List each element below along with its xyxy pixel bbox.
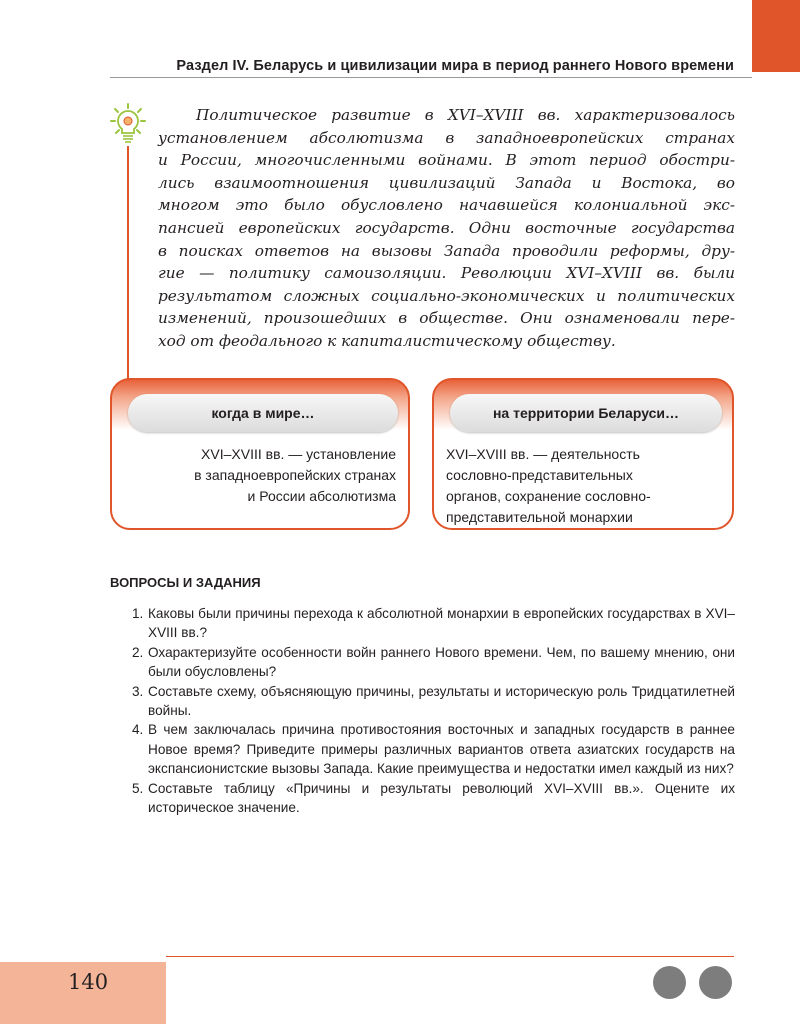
decorative-circle — [699, 966, 732, 999]
intro-line: результатом сложных социально-экономических и политических — [158, 286, 735, 305]
intro-line: Политическое развитие в XVI–XVIII вв. характеризовалось — [196, 106, 735, 124]
intro-line: ход от феодального к капиталистическому обществу. — [158, 331, 616, 350]
question-number: 1. — [132, 606, 144, 621]
world-box-title: когда в мире… — [128, 394, 398, 432]
header-divider — [110, 77, 752, 78]
belarus-box-title: на территории Беларуси… — [450, 394, 722, 432]
world-line: XVI–XVIII вв. — установление — [201, 446, 396, 462]
question-text: Каковы были причины перехода к абсолютной монархии в европейских государствах в XVI–XVIII вв.? — [148, 606, 735, 641]
intro-line: установлением абсолютизма в западноевропейских странах — [158, 128, 735, 147]
intro-line: лись взаимоотношения цивилизаций Запада и Востока, во — [158, 173, 735, 192]
question-item — [132, 779, 735, 818]
section-header: Раздел IV. Беларусь и цивилизации мира в период раннего Нового времени — [176, 58, 734, 74]
intro-line: и России, многочисленными войнами. В этот период обостри- — [158, 151, 735, 170]
world-box — [110, 378, 410, 530]
decorative-circle — [653, 966, 686, 999]
question-item — [132, 720, 735, 778]
question-number: 5. — [132, 780, 144, 796]
accent-vertical-line — [127, 146, 129, 382]
intro-line: пансией европейских государств. Одни восточные государства — [158, 218, 735, 237]
lightbulb-icon — [110, 103, 146, 147]
question-text: Составьте схему, объясняющую причины, результаты и историческую роль Тридцатилетней войны. — [148, 683, 735, 719]
world-box-text — [194, 444, 396, 507]
belarus-box-text — [446, 444, 651, 528]
intro-paragraph — [158, 104, 735, 353]
question-text: В чем заключалась причина противостояния восточных и западных государств в раннее Новое время? Приведите примеры различных вариантов ответа азиатских государств на экспансионистские вызовы Запада. Какие преимущества и недостатки имел каждый из них? — [148, 722, 735, 777]
page-number: 140 — [68, 970, 109, 994]
intro-line: в поисках ответов на вызовы Запада проводили реформы, дру- — [158, 241, 735, 260]
world-line: и России абсолютизма — [247, 488, 396, 504]
belarus-line: представительной монархии — [446, 509, 633, 525]
belarus-box — [432, 378, 734, 530]
footer-divider — [166, 956, 734, 957]
belarus-line: сословно-представительных — [446, 467, 633, 483]
question-number: 4. — [132, 722, 144, 738]
question-number: 3. — [132, 683, 144, 699]
belarus-line: XVI–XVIII вв. — деятельность — [446, 446, 640, 462]
intro-line: изменений, произошедших в обществе. Они ознаменовали пере- — [158, 309, 735, 328]
intro-line: гие — политику самоизоляции. Революции XVI–XVIII вв. были — [158, 264, 735, 283]
questions-list — [132, 604, 735, 817]
question-text: Составьте таблицу «Причины и результаты революций XVI–XVIII вв.». Оцените их историческое значение. — [148, 780, 735, 816]
question-text: Охарактеризуйте особенности войн раннего Нового времени. Чем, по вашему мнению, они были обусловлены? — [148, 644, 735, 680]
belarus-line: органов, сохранение сословно- — [446, 488, 651, 504]
question-item — [132, 643, 735, 682]
question-item — [132, 682, 735, 721]
questions-heading: ВОПРОСЫ И ЗАДАНИЯ — [110, 575, 261, 590]
question-item — [132, 604, 735, 643]
question-number: 2. — [132, 644, 144, 660]
world-line: в западноевропейских странах — [194, 467, 396, 483]
intro-line: многом это было обусловлено начавшейся колониальной экс- — [158, 196, 735, 215]
corner-accent — [752, 0, 800, 72]
